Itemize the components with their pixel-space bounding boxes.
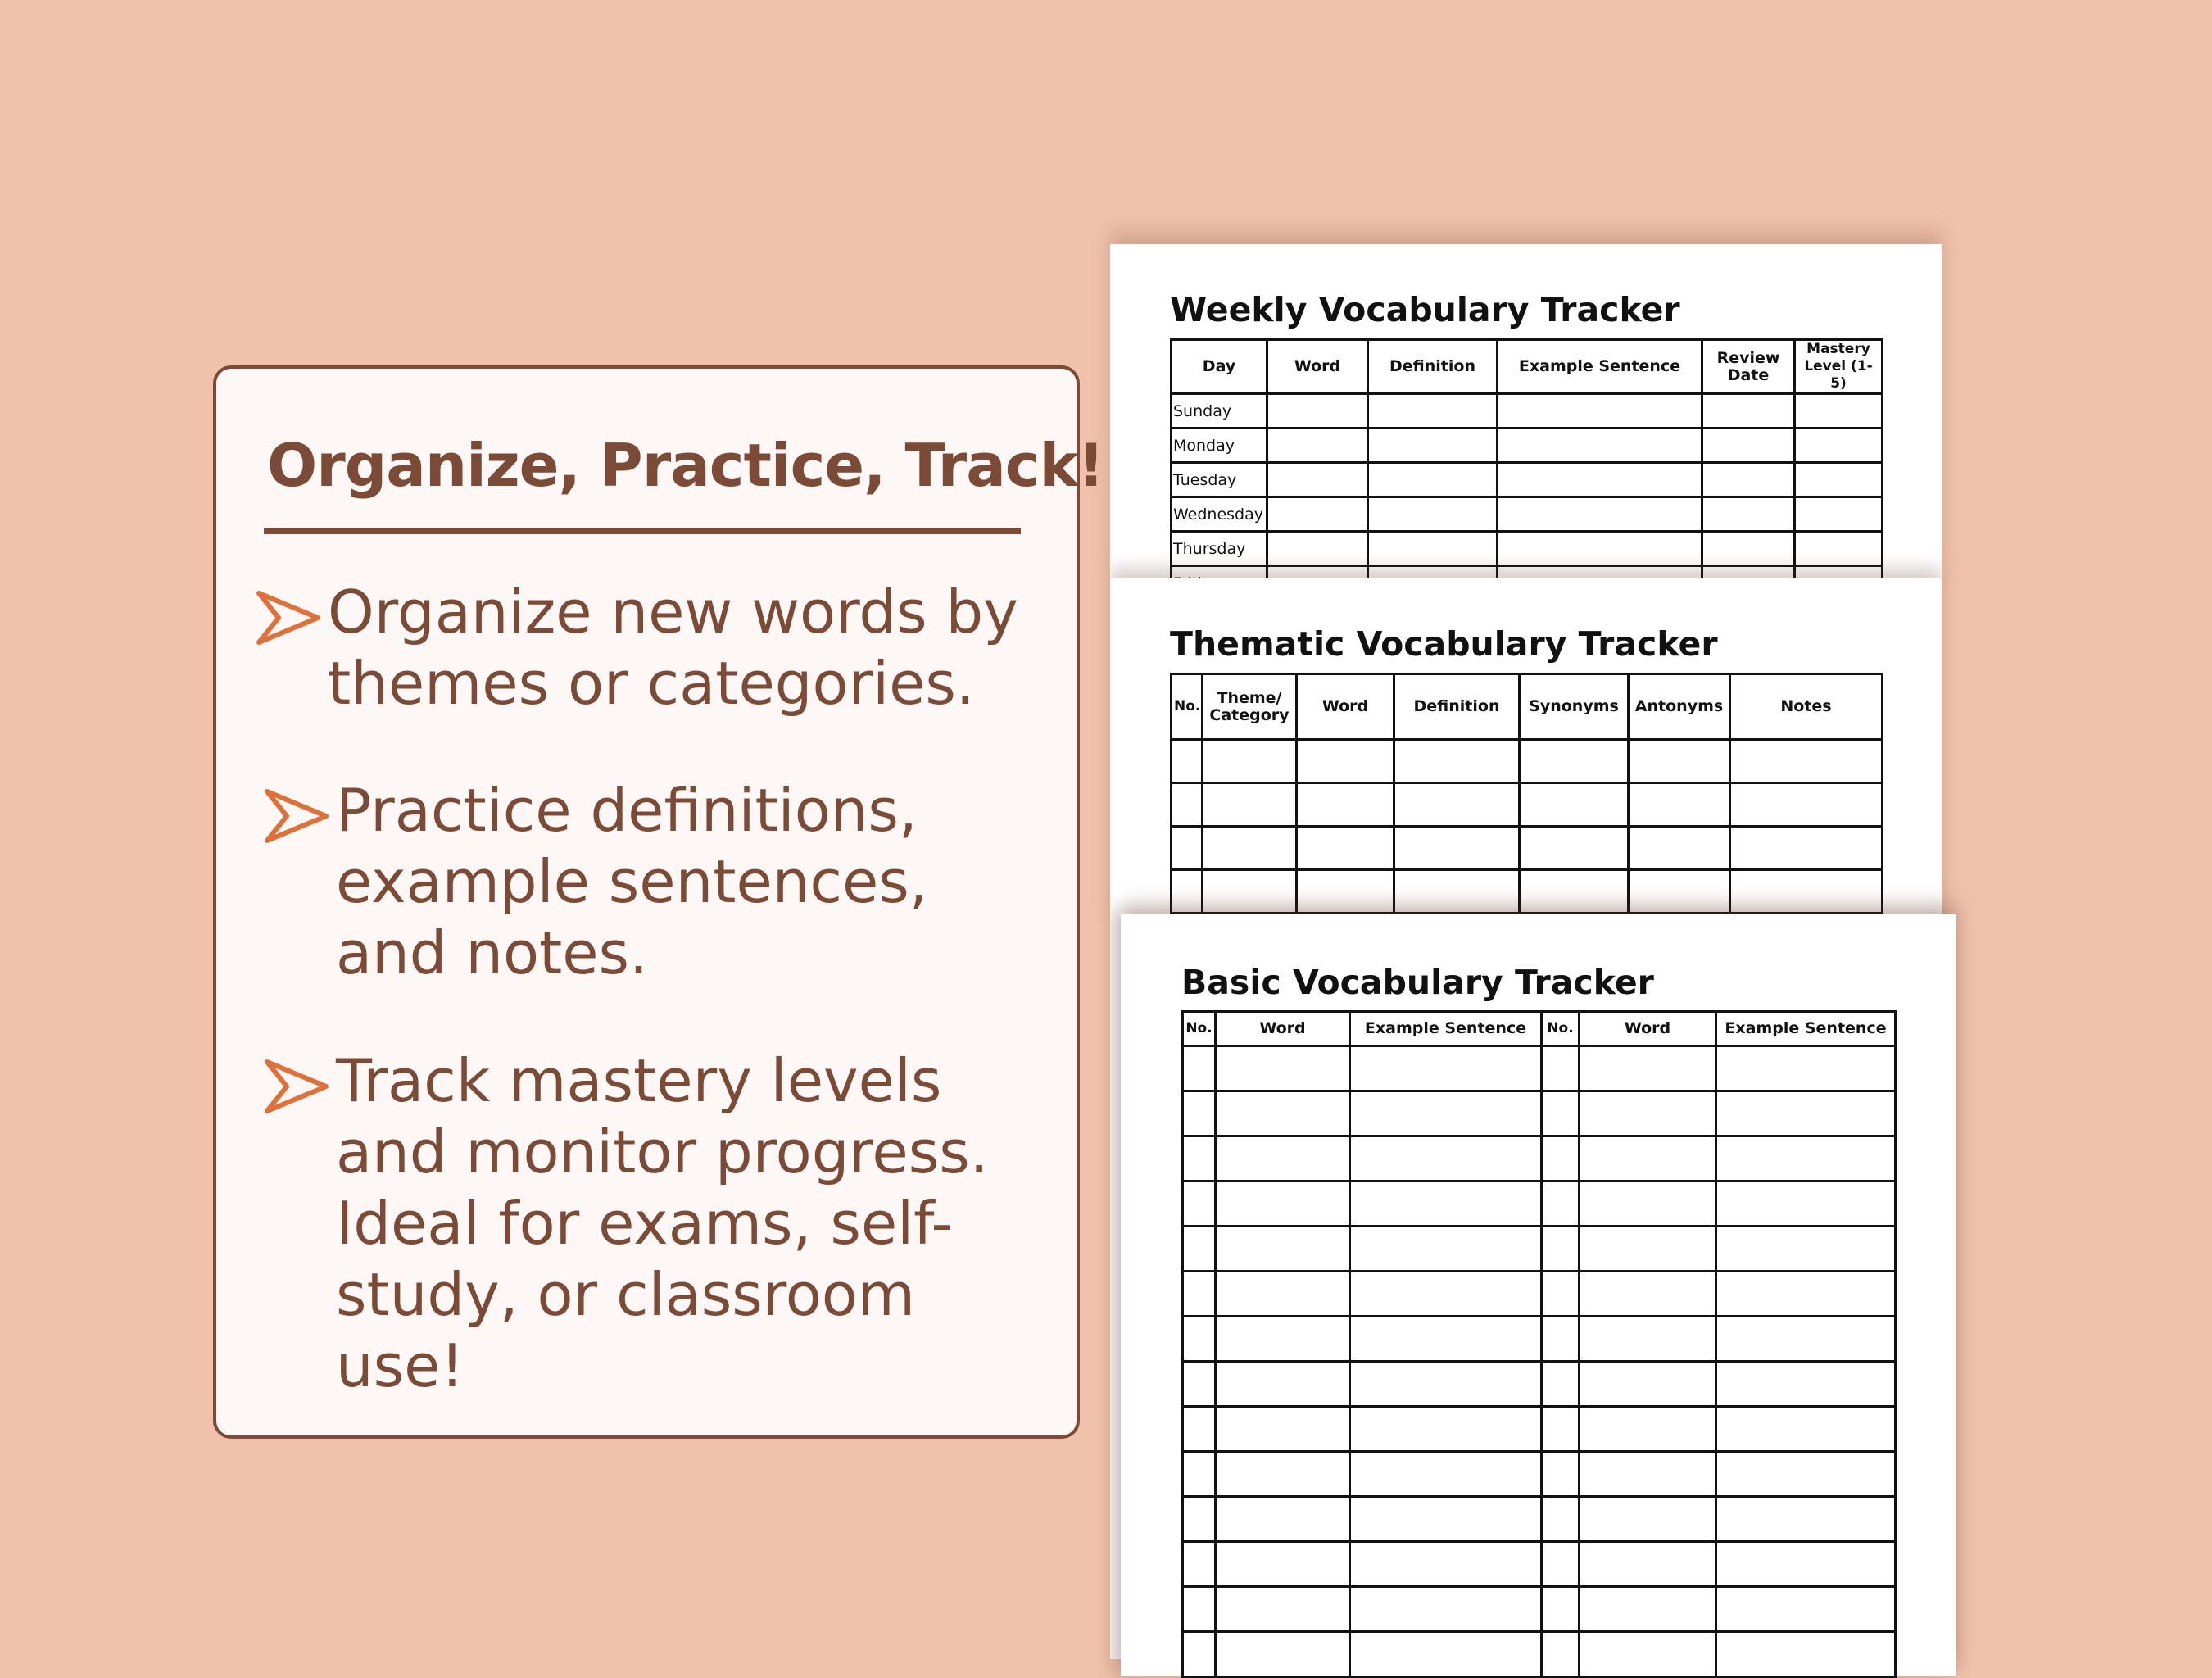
chevron-arrow-icon — [262, 1057, 331, 1116]
weekly-tracker-page — [1110, 244, 1942, 580]
table-row — [1183, 1452, 1896, 1497]
page-title: Thematic Vocabulary Tracker — [1170, 624, 1718, 664]
day-cell: Wednesday — [1172, 497, 1267, 532]
column-header: Word — [1267, 340, 1368, 394]
column-header: Example Sentence — [1498, 340, 1702, 394]
day-cell: Thursday — [1172, 532, 1267, 566]
feature-text: Practice definitions, example sentences, and notes. — [336, 776, 928, 987]
column-header: Notes — [1730, 674, 1883, 740]
table-row — [1172, 532, 1883, 566]
table-row — [1183, 1272, 1896, 1317]
table-row — [1183, 1632, 1896, 1677]
table-row — [1183, 1542, 1896, 1587]
table-row — [1172, 827, 1883, 870]
table-row — [1183, 1136, 1896, 1181]
basic-table — [1181, 1010, 1897, 1678]
table-row — [1172, 429, 1883, 463]
table-row — [1172, 463, 1883, 497]
column-header: Review Date — [1702, 340, 1795, 394]
feature-card — [213, 365, 1104, 1439]
table-row — [1172, 497, 1883, 532]
column-header: Word — [1297, 674, 1394, 740]
page-title: Basic Vocabulary Tracker — [1181, 963, 1654, 1002]
weekly-table — [1170, 338, 1883, 601]
column-header: Word — [1580, 1012, 1716, 1046]
column-header: Day — [1172, 340, 1267, 394]
column-header: Mastery Level (1-5) — [1795, 340, 1883, 394]
chevron-arrow-icon — [262, 787, 331, 846]
column-header: No. — [1183, 1012, 1216, 1046]
column-header: Definition — [1368, 340, 1498, 394]
basic-tracker-page — [1121, 914, 1956, 1676]
column-header: Antonyms — [1629, 674, 1730, 740]
column-header: No. — [1542, 1012, 1580, 1046]
card-title: Organize, Practice, Track! — [267, 431, 1104, 500]
column-header: Synonyms — [1520, 674, 1629, 740]
column-header: Word — [1216, 1012, 1350, 1046]
day-cell: Tuesday — [1172, 463, 1267, 497]
column-header: Example Sentence — [1716, 1012, 1896, 1046]
table-row — [1183, 1587, 1896, 1632]
table-row — [1183, 1407, 1896, 1452]
table-row — [1183, 1046, 1896, 1091]
table-row — [1183, 1362, 1896, 1407]
table-row — [1183, 1091, 1896, 1136]
table-row — [1172, 870, 1883, 914]
table-row — [1183, 1317, 1896, 1362]
thematic-table — [1170, 673, 1883, 914]
thematic-tracker-page — [1110, 578, 1942, 923]
column-header: Theme/ Category — [1203, 674, 1297, 740]
title-divider — [264, 528, 1021, 534]
page-edge — [1110, 923, 1122, 1659]
day-cell: Sunday — [1172, 394, 1267, 429]
table-row — [1183, 1497, 1896, 1542]
chevron-arrow-icon — [254, 588, 323, 647]
table-row — [1172, 394, 1883, 429]
page-title: Weekly Vocabulary Tracker — [1170, 290, 1680, 329]
column-header: No. — [1172, 674, 1203, 740]
table-row — [1172, 783, 1883, 827]
column-header: Definition — [1394, 674, 1520, 740]
feature-text: Track mastery levels and monitor progress. Ideal for exams, self-study, or classroom use! — [336, 1046, 989, 1400]
table-row — [1183, 1227, 1896, 1272]
table-row — [1183, 1181, 1896, 1227]
feature-text: Organize new words by themes or categories. — [328, 578, 1018, 718]
column-header: Example Sentence — [1350, 1012, 1542, 1046]
day-cell: Monday — [1172, 429, 1267, 463]
table-row — [1172, 740, 1883, 783]
